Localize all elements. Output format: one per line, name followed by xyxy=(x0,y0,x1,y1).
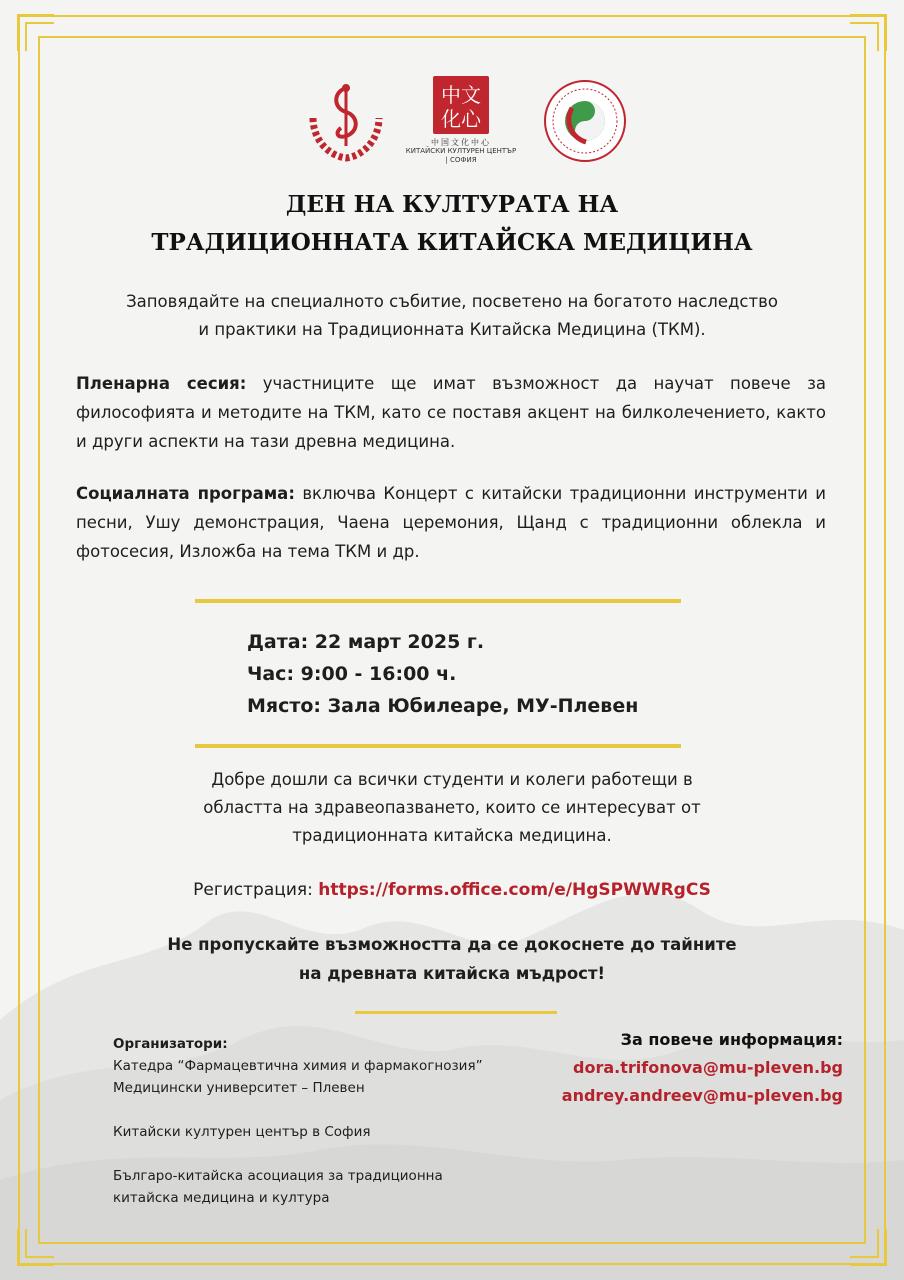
frame-corner-ornament xyxy=(846,11,890,55)
social-paragraph xyxy=(76,479,826,566)
frame-corner-ornament xyxy=(846,1225,890,1269)
page-title xyxy=(0,186,904,262)
ccc-caption-city: СОФИЯ xyxy=(450,156,477,164)
organizers xyxy=(113,1033,553,1209)
ccc-caption-bg: КИТАЙСКИ КУЛТУРЕН ЦЕНТЪР xyxy=(405,147,517,155)
chinese-cultural-center-logo xyxy=(433,76,489,134)
cta-line-2: на древната китайска мъдрост! xyxy=(298,964,606,983)
divider xyxy=(195,744,681,748)
title-line-1: ДЕН НА КУЛТУРАТА НА xyxy=(285,191,619,218)
plenary-text: участниците ще имат възможност да научат повече за философията и методите на ТКМ, като се поставя акцент на билколечението, както и други аспекти на тази древна медицина. xyxy=(76,374,826,451)
call-to-action xyxy=(0,930,904,988)
registration-link[interactable]: https://forms.office.com/e/HgSPWWRgCS xyxy=(318,880,711,900)
welcome-line-1: Добре дошли са всички студенти и колеги работещи в xyxy=(211,770,693,789)
event-place: Място: Зала Юбилеаре, МУ-Плевен xyxy=(247,695,639,717)
cta-line-1: Не пропускайте възможността да се докоснете до тайните xyxy=(167,935,737,954)
ccc-caption-cn: 中国文化中心 xyxy=(431,138,491,147)
divider xyxy=(195,599,681,603)
title-line-2: ТРАДИЦИОННАТА КИТАЙСКА МЕДИЦИНА xyxy=(151,229,753,256)
frame-corner-ornament xyxy=(14,1225,58,1269)
organizer-line: китайска медицина и култура xyxy=(113,1190,330,1206)
logo-bar xyxy=(0,74,904,164)
contact-email-1[interactable]: dora.trifonova@mu-pleven.bg xyxy=(573,1058,843,1077)
welcome-line-2: областта на здравеопазването, които се интересуват от xyxy=(203,798,701,817)
organizer-line: Катедра “Фармацевтична химия и фармакогнозия” xyxy=(113,1058,483,1074)
organizer-line: Китайски културен център в София xyxy=(113,1124,371,1140)
plenary-label: Пленарна сесия: xyxy=(76,374,247,393)
contact-email-2[interactable]: andrey.andreev@mu-pleven.bg xyxy=(561,1086,843,1105)
event-details xyxy=(247,626,638,722)
intro-line-2: и практики на Традиционната Китайска Медицина (ТКМ). xyxy=(198,320,706,339)
organizers-heading: Организатори: xyxy=(113,1036,228,1052)
intro-text xyxy=(0,288,904,344)
frame-corner-ornament xyxy=(14,11,58,55)
contact-heading: За повече информация: xyxy=(620,1030,843,1049)
registration-label: Регистрация: xyxy=(193,880,319,900)
welcome-line-3: традиционната китайска медицина. xyxy=(292,826,612,845)
plenary-paragraph xyxy=(76,369,826,456)
welcome-text xyxy=(0,766,904,850)
organizer-line: Българо-китайска асоциация за традиционна xyxy=(113,1168,443,1184)
association-logo xyxy=(542,78,628,164)
social-text: включва Концерт с китайски традиционни инструменти и песни, Ушу демонстрация, Чаена церемония, Щанд с традиционни облекла и фотосесия, Изложба на тема ТКМ и др. xyxy=(76,484,826,561)
divider xyxy=(355,1011,557,1014)
organizer-line: Медицински университет – Плевен xyxy=(113,1080,365,1096)
contact-info xyxy=(562,1026,843,1110)
event-date: Дата: 22 март 2025 г. xyxy=(247,631,485,653)
ccc-caption: 中国文化中心 КИТАЙСКИ КУЛТУРЕН ЦЕНТЪР | СОФИЯ xyxy=(405,138,517,164)
social-label: Социалната програма: xyxy=(76,484,295,503)
intro-line-1: Заповядайте на специалното събитие, посветено на богатото наследство xyxy=(126,292,778,311)
registration xyxy=(0,876,904,904)
mu-pleven-logo xyxy=(303,78,389,164)
svg-text:化心: 化心 xyxy=(441,107,481,131)
event-time: Час: 9:00 - 16:00 ч. xyxy=(247,663,457,685)
svg-text:中文: 中文 xyxy=(441,83,481,107)
